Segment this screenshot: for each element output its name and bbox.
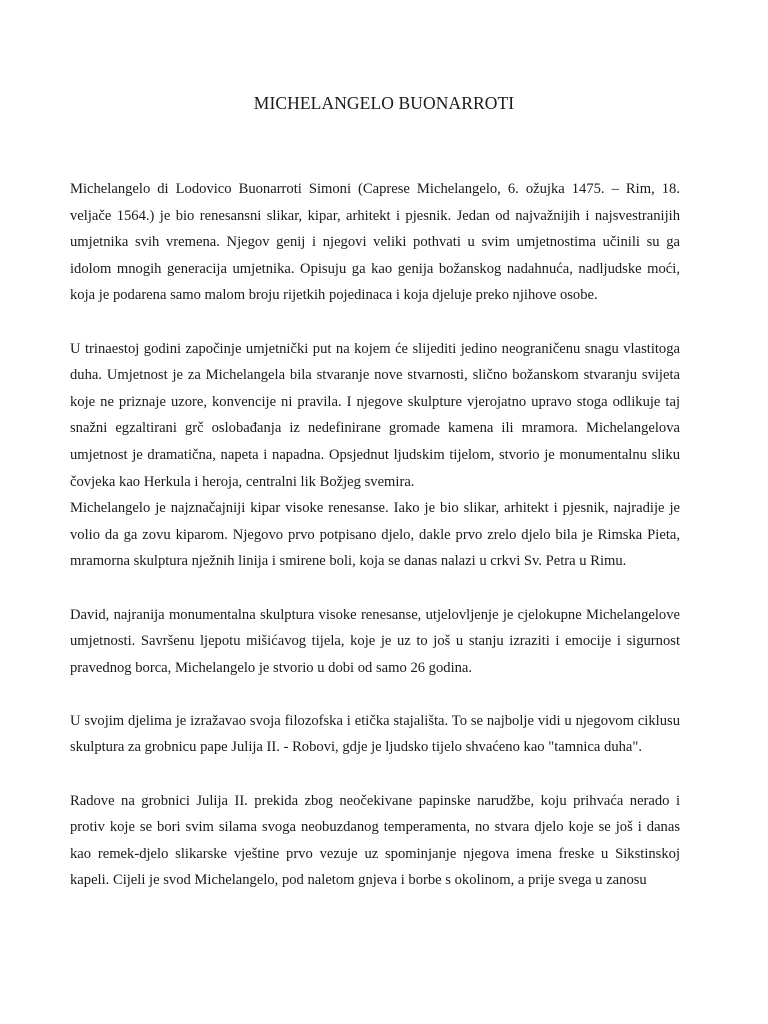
paragraph-david: David, najranija monumentalna skulptura visoke renesanse, utjelovljenje je cjelokupne Michelangelove umjetnosti. Savršenu ljepotu mišićavog tijela, koje je uz to još u stanju izraziti i emocije i sigurnost pravednog borca, Michelangelo je stvorio u dobi od samo 26 godina. <box>70 606 680 676</box>
paragraph-intro: Michelangelo di Lodovico Buonarroti Simoni (Caprese Michelangelo, 6. ožujka 1475. – Rim, 18. veljače 1564.) je bio renesansni slikar, kipar, arhitekt i pjesnik. Jedan od najvažnijih i najsvestranijih umjetnika svih vremena. Njegov genij i njegovi veliki pothvati u svim umjetnostima učinili su ga idolom mnogih generacija umjetnika. Opisuju ga kao genija božanskog nadahnuća, nadljudske moći, koja je podarena samo malom broju rijetkih pojedinaca i koja djeluje preko njihove osobe. <box>70 181 680 304</box>
paragraph-sculptor: Michelangelo je najznačajniji kipar visoke renesanse. Iako je bio slikar, arhitekt i pjesnik, najradije je volio da ga zovu kiparom. Njegovo prvo potpisano djelo, dakle prvo zrelo djelo bila je Rimska Pieta, mramorna skulptura nježnih linija i smirene boli, koja se danas nalazi u crkvi Sv. Petra u Rimu. <box>70 500 680 570</box>
paragraph-early-career: U trinaestoj godini započinje umjetnički put na kojem će slijediti jedino neograničenu snagu vlastitoga duha. Umjetnost je za Michelangela bila stvaranje nove stvarnosti, slično božanskom stvaranju svijeta koje ne priznaje uzore, konvencije ni pravila. I njegove skulpture vjerojatno upravo stoga odlikuje taj snažni egzaltirani grč oslobađanja iz nedefinirane gromade kamena ili mramora. Michelangelova umjetnost je dramatična, napeta i napadna. Opsjednut ljudskim tijelom, stvorio je monumentalnu sliku čovjeka kao Herkula i heroja, centralni lik Božjeg svemira. <box>70 340 680 490</box>
paragraph-sistine: Radove na grobnici Julija II. prekida zbog neočekivane papinske narudžbe, koju prihvaća nerado i protiv koje se bori svim silama svoga neobuzdanog temperamenta, no stvara djelo koje se još i danas kao remek-djelo slikarske vještine prvo vezuje uz spominjanje njegova imena freske u Sikstinskoj kapeli. Cijeli je svod Michelangelo, pod naletom gnjeva i borbe s okolinom, a prije svega u zanosu <box>70 792 680 889</box>
paragraph-philosophy: U svojim djelima je izražavao svoja filozofska i etička stajališta. To se najbolje vidi u njegovom ciklusu skulptura za grobnicu pape Julija II. - Robovi, gdje je ljudsko tijelo shvaćeno kao "tamnica duha". <box>70 712 680 756</box>
page-title: MICHELANGELO BUONARROTI <box>253 93 515 113</box>
document-body <box>70 176 680 894</box>
